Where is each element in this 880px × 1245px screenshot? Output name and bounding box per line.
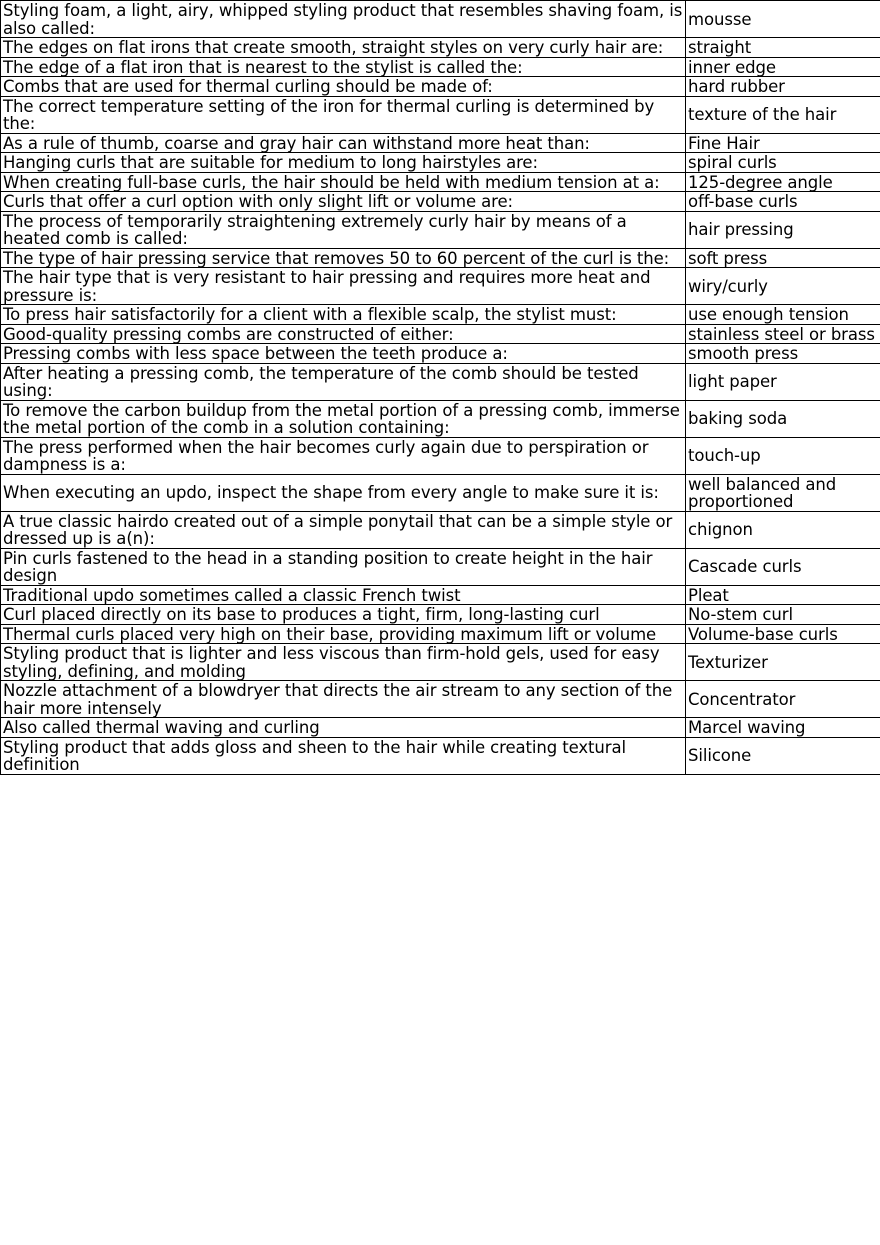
- answer-cell: Pleat: [686, 585, 880, 605]
- question-cell: Thermal curls placed very high on their base, providing maximum lift or volume: [1, 624, 686, 644]
- table-row: [1, 681, 880, 718]
- question-cell: Traditional updo sometimes called a classic French twist: [1, 585, 686, 605]
- answer-cell: straight: [686, 38, 880, 58]
- question-cell: When executing an updo, inspect the shape from every angle to make sure it is:: [1, 474, 686, 511]
- question-cell: Also called thermal waving and curling: [1, 718, 686, 738]
- question-cell: When creating full-base curls, the hair should be held with medium tension at a:: [1, 172, 686, 192]
- table-row: [1, 153, 880, 173]
- answer-cell: Silicone: [686, 737, 880, 774]
- question-cell: After heating a pressing comb, the temperature of the comb should be tested using:: [1, 363, 686, 400]
- table-row: [1, 57, 880, 77]
- table-row: [1, 133, 880, 153]
- table-row: [1, 192, 880, 212]
- question-cell: A true classic hairdo created out of a simple ponytail that can be a simple style or dressed up is a(n):: [1, 511, 686, 548]
- question-cell: Curls that offer a curl option with only slight lift or volume are:: [1, 192, 686, 212]
- answer-cell: smooth press: [686, 344, 880, 364]
- table-row: [1, 624, 880, 644]
- question-cell: Good-quality pressing combs are constructed of either:: [1, 324, 686, 344]
- table-row: [1, 605, 880, 625]
- table-row: [1, 38, 880, 58]
- answer-cell: inner edge: [686, 57, 880, 77]
- question-cell: Curl placed directly on its base to produces a tight, firm, long-lasting curl: [1, 605, 686, 625]
- question-cell: The hair type that is very resistant to hair pressing and requires more heat and pressure is:: [1, 268, 686, 305]
- table-row: [1, 172, 880, 192]
- table-row: [1, 437, 880, 474]
- table-row: [1, 96, 880, 133]
- table-row: [1, 474, 880, 511]
- question-cell: Hanging curls that are suitable for medium to long hairstyles are:: [1, 153, 686, 173]
- table-row: [1, 77, 880, 97]
- answer-cell: touch-up: [686, 437, 880, 474]
- answer-cell: soft press: [686, 248, 880, 268]
- question-cell: Styling foam, a light, airy, whipped styling product that resembles shaving foam, is also called:: [1, 1, 686, 38]
- answer-cell: Texturizer: [686, 644, 880, 681]
- question-cell: The press performed when the hair becomes curly again due to perspiration or dampness is a:: [1, 437, 686, 474]
- table-row: [1, 268, 880, 305]
- answer-cell: Fine Hair: [686, 133, 880, 153]
- table-row: [1, 400, 880, 437]
- answer-cell: baking soda: [686, 400, 880, 437]
- answer-cell: Marcel waving: [686, 718, 880, 738]
- table-row: [1, 211, 880, 248]
- table-row: [1, 363, 880, 400]
- question-cell: The process of temporarily straightening extremely curly hair by means of a heated comb is called:: [1, 211, 686, 248]
- question-cell: To remove the carbon buildup from the metal portion of a pressing comb, immerse the metal portion of the comb in a solution containing:: [1, 400, 686, 437]
- answer-cell: No-stem curl: [686, 605, 880, 625]
- answer-cell: texture of the hair: [686, 96, 880, 133]
- answer-cell: Concentrator: [686, 681, 880, 718]
- question-cell: Nozzle attachment of a blowdryer that directs the air stream to any section of the hair more intensely: [1, 681, 686, 718]
- question-cell: The edges on flat irons that create smooth, straight styles on very curly hair are:: [1, 38, 686, 58]
- answer-cell: mousse: [686, 1, 880, 38]
- question-cell: To press hair satisfactorily for a client with a flexible scalp, the stylist must:: [1, 305, 686, 325]
- table-row: [1, 344, 880, 364]
- question-cell: The correct temperature setting of the iron for thermal curling is determined by the:: [1, 96, 686, 133]
- table-row: [1, 644, 880, 681]
- question-cell: Pressing combs with less space between the teeth produce a:: [1, 344, 686, 364]
- answer-cell: Cascade curls: [686, 548, 880, 585]
- table-row: [1, 511, 880, 548]
- answer-cell: use enough tension: [686, 305, 880, 325]
- table-row: [1, 548, 880, 585]
- question-cell: The type of hair pressing service that removes 50 to 60 percent of the curl is the:: [1, 248, 686, 268]
- answer-cell: off-base curls: [686, 192, 880, 212]
- answer-cell: wiry/curly: [686, 268, 880, 305]
- answer-cell: chignon: [686, 511, 880, 548]
- answer-cell: spiral curls: [686, 153, 880, 173]
- table-row: [1, 248, 880, 268]
- table-row: [1, 737, 880, 774]
- answer-cell: Volume-base curls: [686, 624, 880, 644]
- table-row: [1, 585, 880, 605]
- table-row: [1, 305, 880, 325]
- answer-cell: well balanced and proportioned: [686, 474, 880, 511]
- question-cell: Styling product that is lighter and less viscous than firm-hold gels, used for easy styling, defining, and molding: [1, 644, 686, 681]
- question-cell: Combs that are used for thermal curling should be made of:: [1, 77, 686, 97]
- question-cell: The edge of a flat iron that is nearest to the stylist is called the:: [1, 57, 686, 77]
- question-cell: Styling product that adds gloss and sheen to the hair while creating textural definition: [1, 737, 686, 774]
- table-row: [1, 718, 880, 738]
- answer-cell: stainless steel or brass: [686, 324, 880, 344]
- answer-cell: hair pressing: [686, 211, 880, 248]
- question-cell: As a rule of thumb, coarse and gray hair can withstand more heat than:: [1, 133, 686, 153]
- answer-cell: 125-degree angle: [686, 172, 880, 192]
- question-cell: Pin curls fastened to the head in a standing position to create height in the hair design: [1, 548, 686, 585]
- answer-cell: hard rubber: [686, 77, 880, 97]
- table-row: [1, 1, 880, 38]
- answer-cell: light paper: [686, 363, 880, 400]
- table-row: [1, 324, 880, 344]
